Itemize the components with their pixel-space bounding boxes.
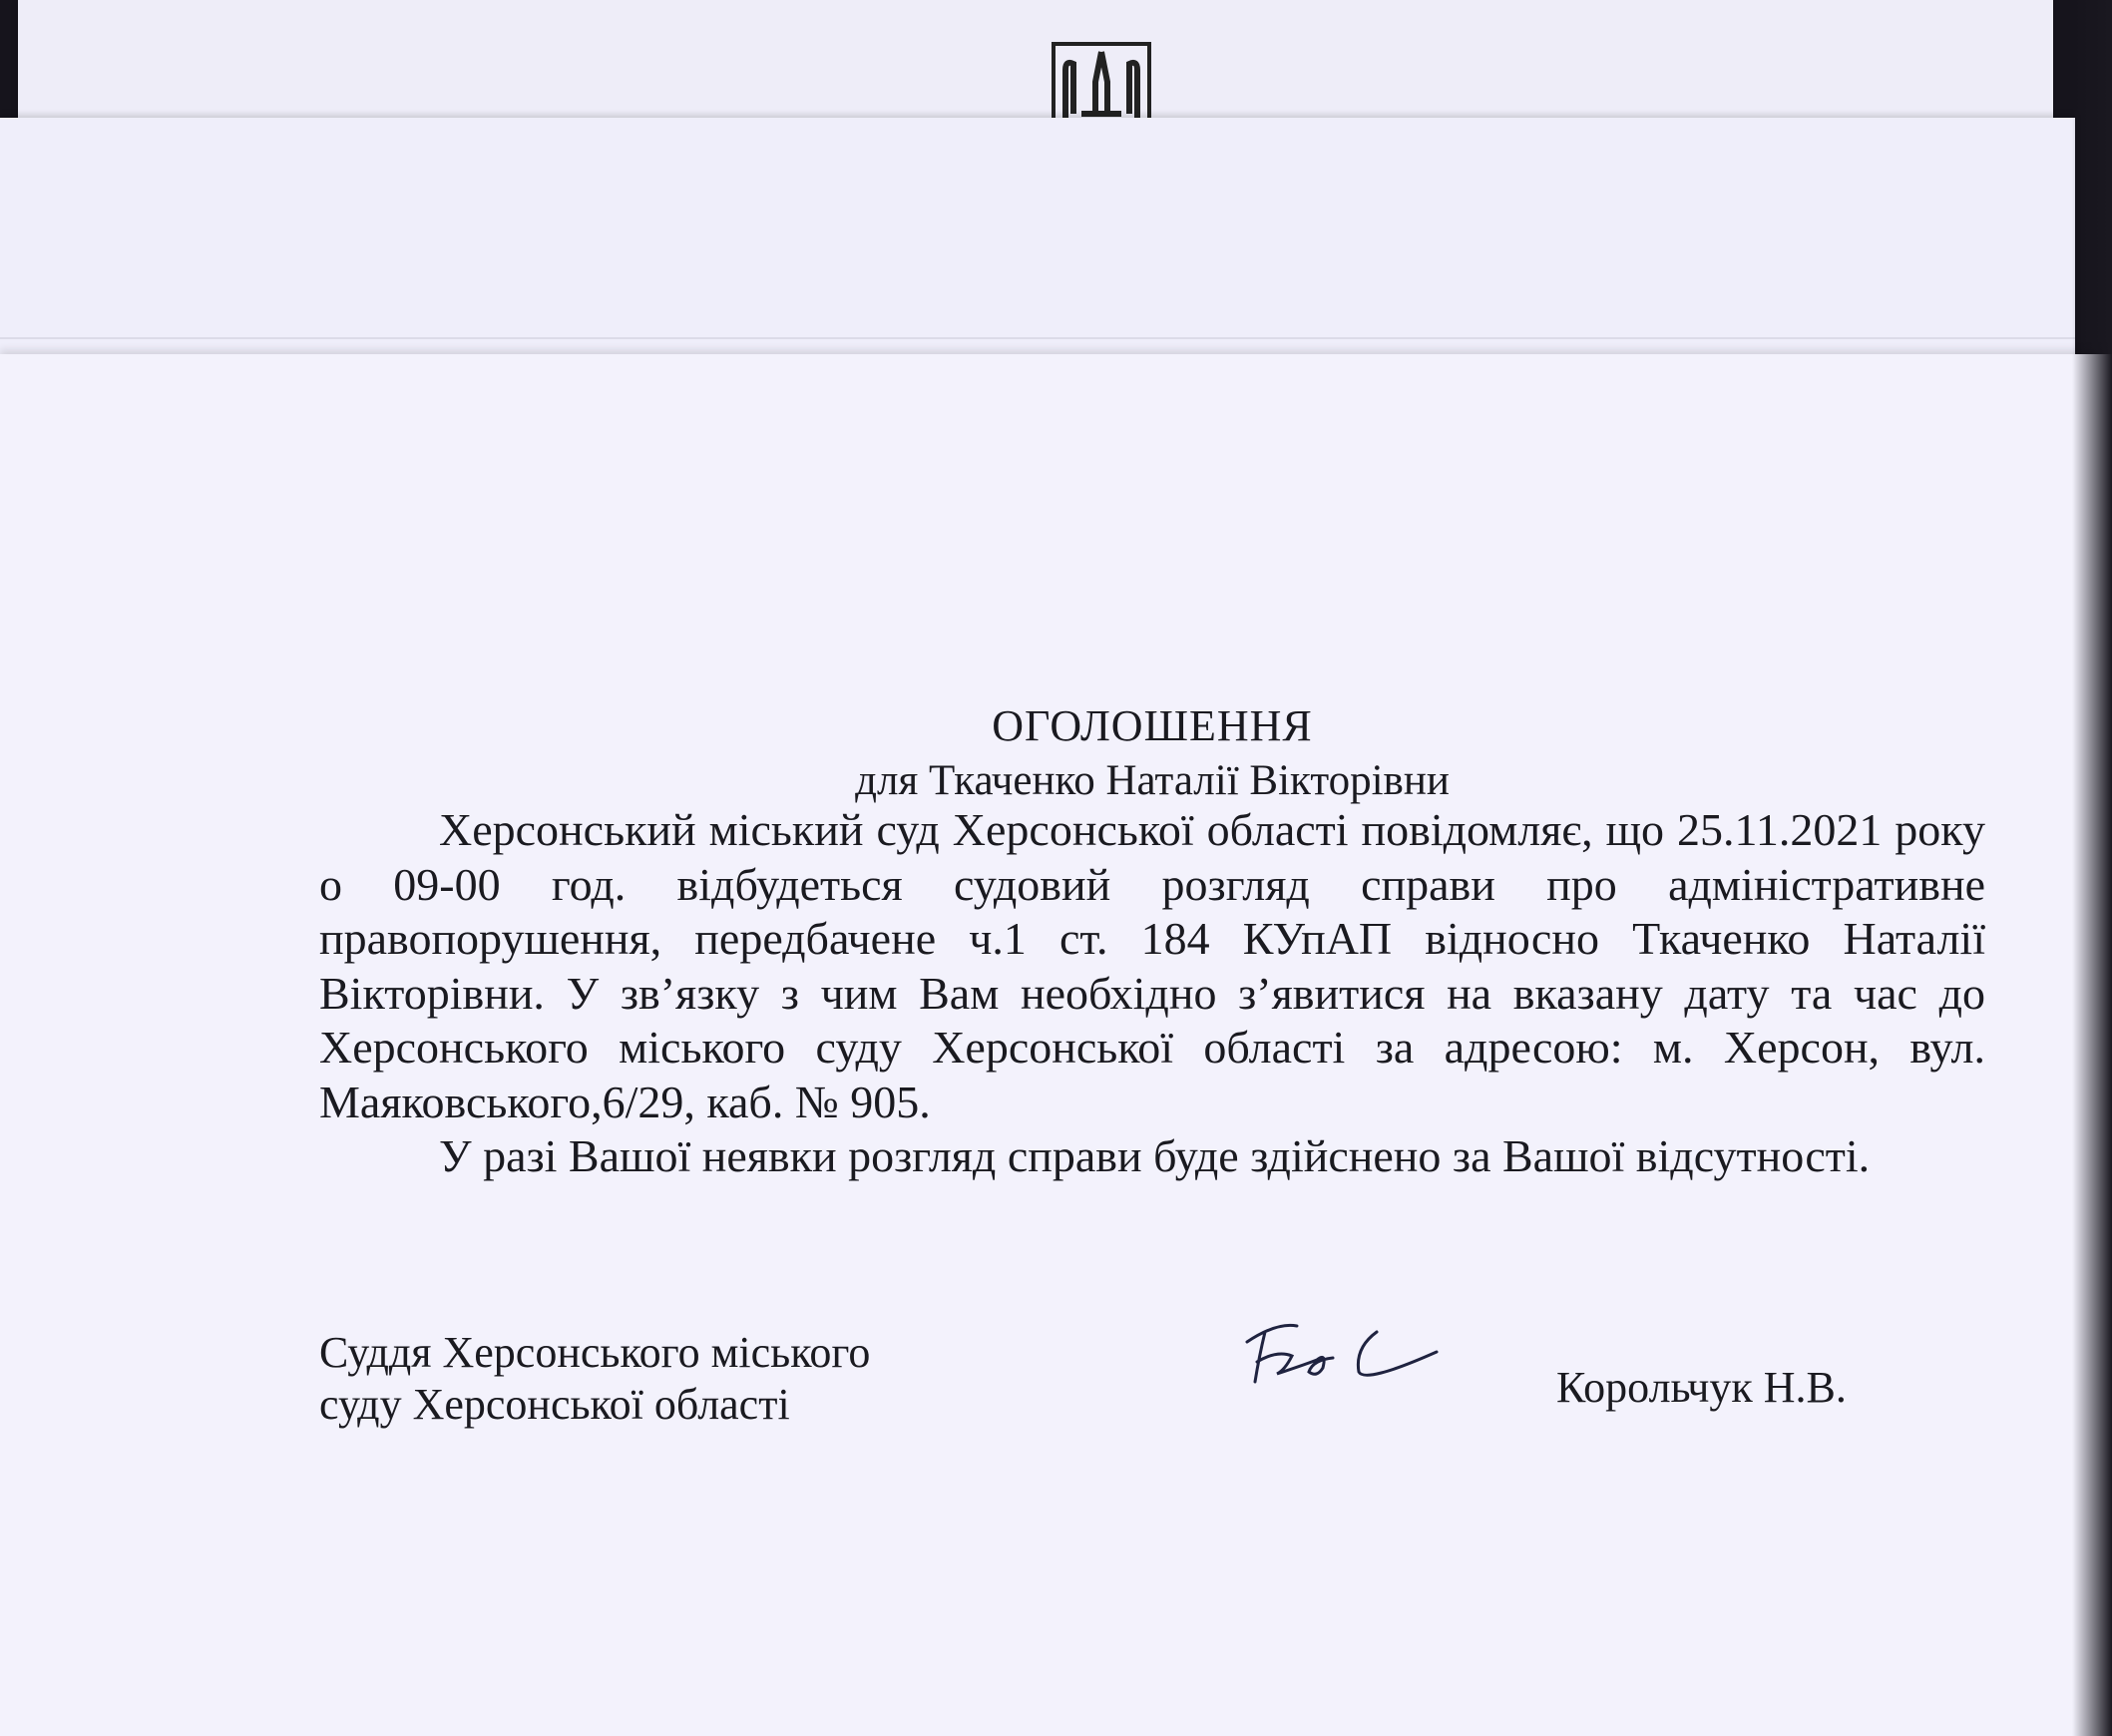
absence-paragraph: У разі Вашої неявки розгляд справи буде здійснено за Вашої відсутності. xyxy=(439,1130,1871,1181)
judge-title xyxy=(319,1327,870,1431)
judge-name: Корольчук Н.В. xyxy=(1556,1363,1847,1412)
judge-title-line2: суду Херсонської області xyxy=(319,1380,790,1429)
front-sheet xyxy=(0,354,2112,1736)
fold-line xyxy=(0,337,2075,339)
notice-paragraph: Херсонський міський суд Херсонської області повідомляє, що 25.11.2021 року о 09-00 год. відбудеться судовий розгляд справи про адміністративне правопорушення, передбачене ч.1 ст. 184 КУпАП відносно Ткаченко Наталії Вікторівни. У зв’язку з чим Вам необхідно з’явитися на вказану дату та час до Херсонського міського суду Херсонської області за адресою: м. Херсон, вул. Маяковського,6/29, каб. № 905. xyxy=(319,804,1985,1127)
recipient-line: для Ткаченко Наталії Вікторівни xyxy=(855,757,1450,804)
trident-coat-of-arms-icon xyxy=(1052,42,1151,122)
background-edge xyxy=(2072,0,2112,1736)
judge-title-line1: Суддя Херсонського міського xyxy=(319,1328,871,1377)
handwritten-signature xyxy=(1237,1312,1447,1402)
document-title: ОГОЛОШЕННЯ xyxy=(992,701,1313,750)
